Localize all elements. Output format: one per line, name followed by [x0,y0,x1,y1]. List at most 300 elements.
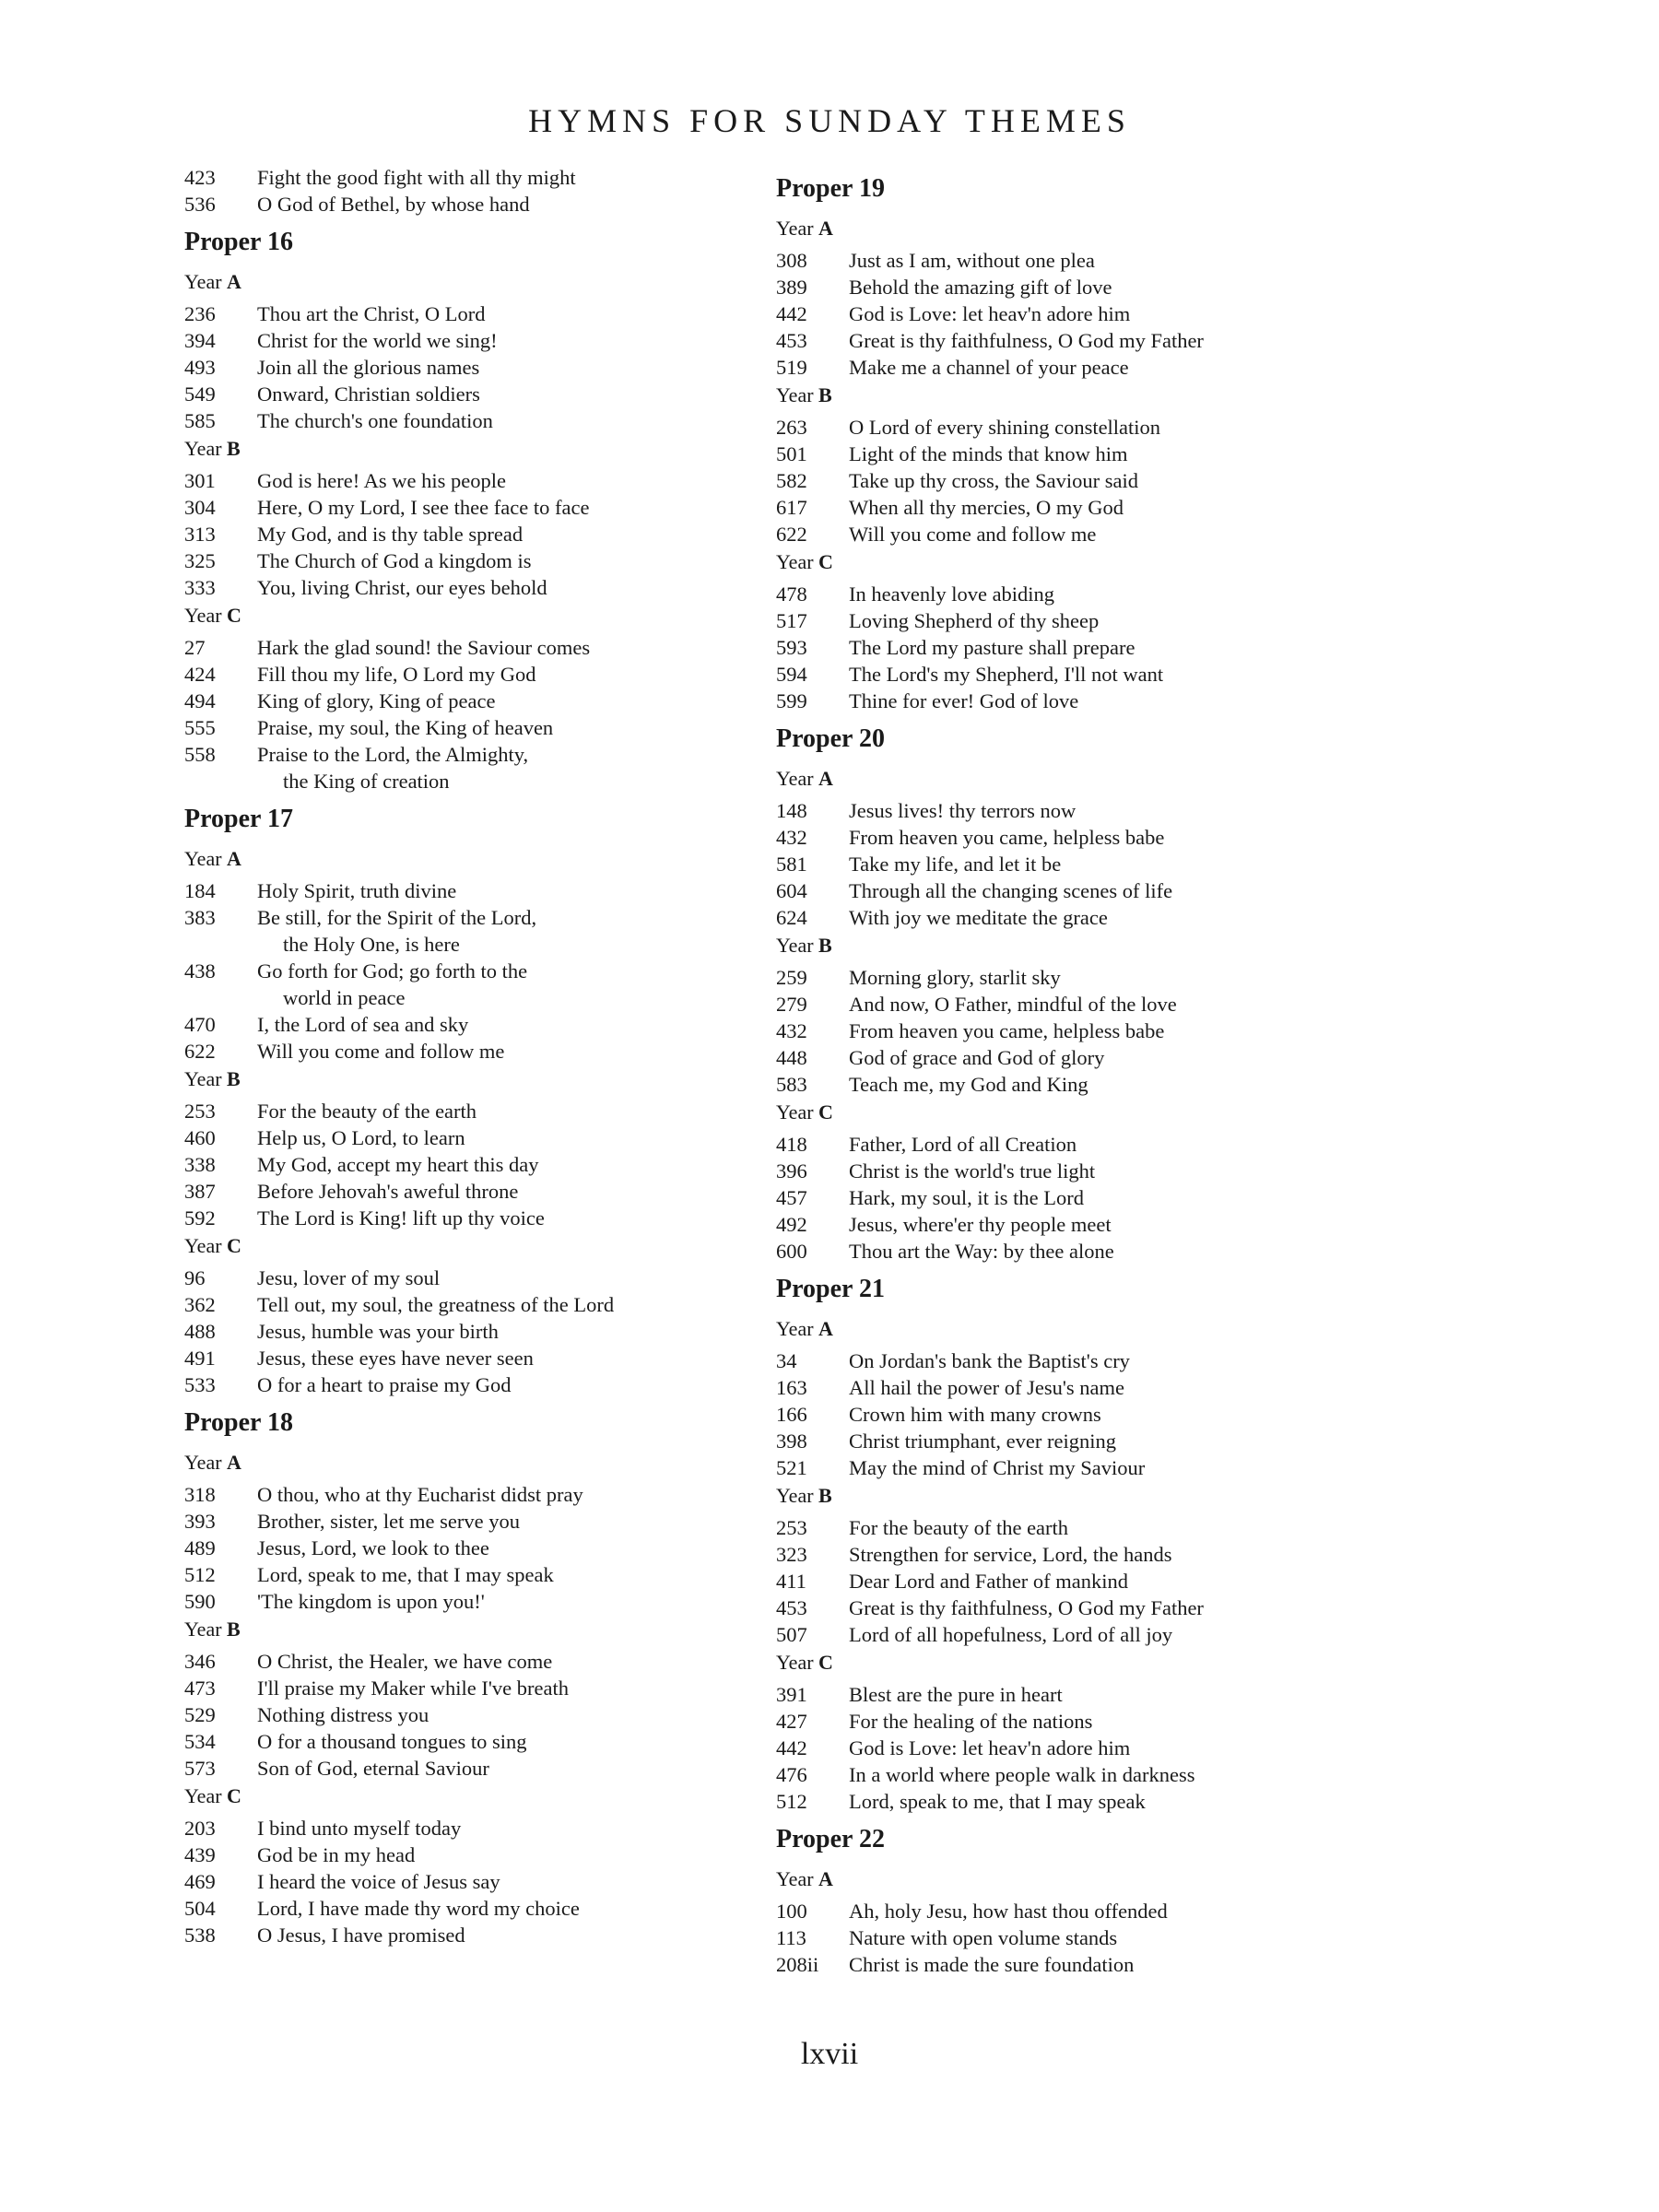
hymn-title: Christ for the world we sing! [257,329,498,352]
hymn-title: 'The kingdom is upon you!' [257,1590,485,1613]
hymn-entry [776,1951,1347,1978]
year-label [776,1100,1347,1125]
hymn-title: Thou art the Christ, O Lord [257,302,486,325]
hymn-number: 549 [184,382,216,406]
hymn-entry [776,1184,1347,1211]
hymn-entry [184,1151,756,1178]
year-label [776,216,1347,241]
year-label [184,1450,756,1476]
hymn-title: O God of Bethel, by whose hand [257,193,530,216]
year-letter: A [818,1867,833,1890]
hymn-number: 453 [776,1596,807,1619]
hymn-number: 478 [776,582,807,606]
hymn-number: 521 [776,1456,807,1479]
hymn-number: 346 [184,1650,216,1673]
hymn-number: 398 [776,1430,807,1453]
hymn-entry [776,1454,1347,1481]
hymn-entry [184,1561,756,1588]
year-letter: B [227,1618,241,1641]
hymn-number: 432 [776,1019,807,1042]
year-letter: C [227,1234,241,1257]
year-label [776,1866,1347,1892]
hymn-title: Praise, my soul, the King of heaven [257,716,554,739]
hymn-title: Fill thou my life, O Lord my God [257,663,536,686]
hymn-title: Lord, speak to me, that I may speak [849,1790,1146,1813]
hymn-title-continuation: the Holy One, is here [283,933,460,956]
hymn-number: 460 [184,1126,216,1149]
hymn-number: 203 [184,1817,216,1840]
year-letter: A [227,847,241,870]
hymn-title-continuation: the King of creation [283,770,450,793]
hymn-title: Christ triumphant, ever reigning [849,1430,1116,1453]
hymn-entry [184,958,756,1011]
hymn-title: Here, O my Lord, I see thee face to face [257,496,590,519]
year-label [776,933,1347,959]
hymn-title: Loving Shepherd of thy sheep [849,609,1100,632]
hymn-entry [776,1708,1347,1735]
hymn-title: I'll praise my Maker while I've breath [257,1677,569,1700]
hymn-number: 34 [776,1349,797,1372]
hymn-number: 423 [184,166,216,189]
hymn-title: Teach me, my God and King [849,1073,1088,1096]
hymn-entry [184,1038,756,1065]
hymn-entry [184,1011,756,1038]
hymn-title: From heaven you came, helpless babe [849,826,1165,849]
hymn-entry [184,1588,756,1615]
hymn-entry [184,1868,756,1895]
hymn-entry [184,1728,756,1755]
hymn-entry [184,1481,756,1508]
hymn-number: 442 [776,302,807,325]
hymn-title: May the mind of Christ my Saviour [849,1456,1146,1479]
hymn-number: 600 [776,1240,807,1263]
hymn-title: In heavenly love abiding [849,582,1055,606]
hymn-title: Join all the glorious names [257,356,480,379]
hymn-number: 323 [776,1543,807,1566]
hymn-entry [776,877,1347,904]
hymn-title: Christ is made the sure foundation [849,1953,1135,1976]
hymn-number: 599 [776,689,807,712]
hymn-title: Jesus lives! thy terrors now [849,799,1077,822]
hymn-title: Before Jehovah's aweful throne [257,1180,519,1203]
hymn-entry [776,300,1347,327]
hymn-entry [184,661,756,688]
year-label [184,1066,756,1092]
hymn-number: 476 [776,1763,807,1786]
hymn-title: Morning glory, starlit sky [849,966,1061,989]
hymn-number: 166 [776,1403,807,1426]
hymn-number: 581 [776,853,807,876]
hymn-title: Be still, for the Spirit of the Lord, [257,906,537,929]
year-prefix: Year [184,604,222,627]
hymn-number: 512 [776,1790,807,1813]
hymn-number: 259 [776,966,807,989]
hymn-title: Onward, Christian soldiers [257,382,480,406]
hymn-number: 489 [184,1536,216,1559]
hymn-number: 383 [184,906,216,929]
hymn-entry [184,1178,756,1205]
hymn-number: 590 [184,1590,216,1613]
hymn-entry [776,1681,1347,1708]
hymn-title: You, living Christ, our eyes behold [257,576,547,599]
hymn-entry [184,354,756,381]
hymn-title: On Jordan's bank the Baptist's cry [849,1349,1130,1372]
hymn-entry [184,1922,756,1948]
year-label [776,549,1347,575]
hymn-entry [776,494,1347,521]
hymn-entry [776,467,1347,494]
hymn-number: 263 [776,416,807,439]
hymn-title: Will you come and follow me [257,1040,505,1063]
hymn-title: Light of the minds that know him [849,442,1128,465]
hymn-entry [184,1345,756,1371]
hymn-title: In a world where people walk in darkness [849,1763,1195,1786]
year-prefix: Year [776,934,814,957]
hymn-title: Father, Lord of all Creation [849,1133,1077,1156]
hymn-number: 236 [184,302,216,325]
hymn-number: 470 [184,1013,216,1036]
hymn-title: Hark the glad sound! the Saviour comes [257,636,591,659]
hymn-entry [184,164,756,191]
hymn-entry [184,1205,756,1231]
hymn-number: 534 [184,1730,216,1753]
hymn-number: 301 [184,469,216,492]
hymn-number: 592 [184,1206,216,1230]
hymn-number: 622 [776,523,807,546]
hymn-entry [184,467,756,494]
hymn-title: My God, and is thy table spread [257,523,524,546]
hymn-entry [776,1514,1347,1541]
hymn-title: Jesus, these eyes have never seen [257,1347,534,1370]
hymn-entry [184,1648,756,1675]
year-prefix: Year [776,767,814,790]
hymn-title: Jesus, humble was your birth [257,1320,499,1343]
hymn-entry [776,661,1347,688]
right-column [776,164,1347,1978]
hymn-title: Son of God, eternal Saviour [257,1757,489,1780]
year-letter: C [818,1651,833,1674]
year-prefix: Year [776,1317,814,1340]
year-letter: B [818,383,832,406]
hymn-number: 448 [776,1046,807,1069]
hymn-number: 624 [776,906,807,929]
year-letter: A [818,767,833,790]
hymn-entry [184,688,756,714]
hymn-title: Make me a channel of your peace [849,356,1129,379]
hymn-title: Tell out, my soul, the greatness of the Lord [257,1293,615,1316]
year-prefix: Year [776,383,814,406]
year-letter: C [818,1100,833,1124]
hymn-entry [776,991,1347,1018]
hymn-entry [776,1018,1347,1044]
hymn-number: 453 [776,329,807,352]
hymn-number: 411 [776,1570,806,1593]
hymn-title: Lord, speak to me, that I may speak [257,1563,554,1586]
hymn-number: 96 [184,1266,206,1289]
hymn-title: God is Love: let heav'n adore him [849,302,1131,325]
hymn-title: Ah, holy Jesu, how hast thou offended [849,1900,1168,1923]
hymn-title: O for a thousand tongues to sing [257,1730,527,1753]
hymn-title: O Christ, the Healer, we have come [257,1650,553,1673]
hymn-title: The church's one foundation [257,409,493,432]
hymn-entry [776,1621,1347,1648]
hymn-number: 148 [776,799,807,822]
hymn-entry [776,851,1347,877]
hymn-title: Nothing distress you [257,1703,429,1726]
hymn-title-continuation: world in peace [283,986,406,1009]
hymn-entry [776,521,1347,547]
year-prefix: Year [184,1067,222,1090]
hymn-title: The Lord my pasture shall prepare [849,636,1135,659]
hymn-entry [776,441,1347,467]
year-label [776,1483,1347,1509]
hymn-title: Holy Spirit, truth divine [257,879,457,902]
hymn-number: 393 [184,1510,216,1533]
hymn-entry [776,1428,1347,1454]
hymn-title: Thine for ever! God of love [849,689,1079,712]
hymn-title: Just as I am, without one plea [849,249,1095,272]
hymn-title: Great is thy faithfulness, O God my Father [849,1596,1204,1619]
hymn-title: I heard the voice of Jesus say [257,1870,500,1893]
hymn-number: 504 [184,1897,216,1920]
hymn-number: 27 [184,636,206,659]
hymn-number: 533 [184,1373,216,1396]
hymn-number: 555 [184,716,216,739]
year-prefix: Year [776,1100,814,1124]
year-prefix: Year [776,550,814,573]
hymn-number: 438 [184,959,216,982]
hymn-number: 184 [184,879,216,902]
hymn-entry [776,797,1347,824]
proper-heading: Proper 22 [776,1825,885,1853]
hymn-title: Behold the amazing gift of love [849,276,1112,299]
hymn-number: 536 [184,193,216,216]
hymn-number: 418 [776,1133,807,1156]
hymn-number: 394 [184,329,216,352]
hymn-entry [776,824,1347,851]
year-letter: B [227,437,241,460]
hymn-entry [184,1535,756,1561]
hymn-title: The Lord's my Shepherd, I'll not want [849,663,1164,686]
hymn-number: 318 [184,1483,216,1506]
year-prefix: Year [184,1451,222,1474]
hymn-title: For the beauty of the earth [257,1100,477,1123]
hymn-entry [776,1788,1347,1815]
hymn-number: 529 [184,1703,216,1726]
hymn-number: 492 [776,1213,807,1236]
hymn-number: 439 [184,1843,216,1866]
hymn-number: 427 [776,1710,807,1733]
hymn-number: 457 [776,1186,807,1209]
hymn-entry [184,547,756,574]
hymn-title: Brother, sister, let me serve you [257,1510,520,1533]
hymn-number: 362 [184,1293,216,1316]
hymn-entry [776,1071,1347,1098]
year-label [776,1316,1347,1342]
hymn-entry [776,1541,1347,1568]
year-label [184,1233,756,1259]
hymn-number: 488 [184,1320,216,1343]
hymn-number: 391 [776,1683,807,1706]
hymn-number: 163 [776,1376,807,1399]
hymn-number: 617 [776,496,807,519]
hymn-number: 396 [776,1159,807,1182]
year-letter: C [227,1784,241,1807]
hymn-title: Jesus, Lord, we look to thee [257,1536,489,1559]
hymn-entry [184,1815,756,1841]
hymn-title: God be in my head [257,1843,416,1866]
year-letter: B [818,1484,832,1507]
hymn-entry [776,688,1347,714]
hymn-number: 622 [184,1040,216,1063]
hymn-title: Christ is the world's true light [849,1159,1096,1182]
hymn-title: Go forth for God; go forth to the [257,959,528,982]
year-letter: B [818,934,832,957]
year-letter: B [227,1067,241,1090]
proper-heading: Proper 18 [184,1408,293,1437]
hymn-entry [776,1924,1347,1951]
hymn-number: 389 [776,276,807,299]
left-column [184,164,756,1948]
hymn-number: 512 [184,1563,216,1586]
hymn-entry [776,607,1347,634]
year-prefix: Year [184,1618,222,1641]
hymn-title: For the healing of the nations [849,1710,1093,1733]
hymn-number: 253 [776,1516,807,1539]
hymn-entry [776,1735,1347,1761]
hymn-entry [184,877,756,904]
hymn-number: 338 [184,1153,216,1176]
hymn-entry [184,1098,756,1124]
hymn-entry [184,494,756,521]
hymn-title: Praise to the Lord, the Almighty, [257,743,529,766]
hymn-title: Jesu, lover of my soul [257,1266,441,1289]
hymn-title: Lord, I have made thy word my choice [257,1897,580,1920]
year-prefix: Year [776,1484,814,1507]
year-prefix: Year [184,1234,222,1257]
hymn-entry [776,904,1347,931]
proper-heading: Proper 16 [184,228,293,256]
hymn-entry [184,521,756,547]
hymn-title: My God, accept my heart this day [257,1153,539,1176]
proper-heading: Proper 21 [776,1275,885,1303]
hymn-entry [184,1841,756,1868]
hymn-title: O thou, who at thy Eucharist didst pray [257,1483,583,1506]
hymn-title: Jesus, where'er thy people meet [849,1213,1112,1236]
proper-heading: Proper 20 [776,724,885,753]
year-letter: C [227,604,241,627]
hymn-title: Lord of all hopefulness, Lord of all joy [849,1623,1173,1646]
proper-heading: Proper 17 [184,805,293,833]
hymn-title: O Lord of every shining constellation [849,416,1161,439]
page-header: HYMNS FOR SUNDAY THEMES [528,102,1131,139]
hymn-title: God is here! As we his people [257,469,506,492]
hymn-title: Hark, my soul, it is the Lord [849,1186,1084,1209]
hymn-number: 507 [776,1623,807,1646]
hymn-title: Will you come and follow me [849,523,1097,546]
hymn-entry [184,1371,756,1398]
hymn-title: Strengthen for service, Lord, the hands [849,1543,1172,1566]
year-label [184,1617,756,1642]
proper-heading: Proper 19 [776,174,885,203]
hymn-title: God of grace and God of glory [849,1046,1105,1069]
hymn-title: I bind unto myself today [257,1817,462,1840]
hymn-title: Dear Lord and Father of mankind [849,1570,1129,1593]
hymn-number: 333 [184,576,216,599]
hymn-title: Blest are the pure in heart [849,1683,1063,1706]
hymn-entry [776,1238,1347,1265]
hymn-number: 594 [776,663,807,686]
hymn-entry [184,1701,756,1728]
hymn-entry [776,1211,1347,1238]
hymn-number: 493 [184,356,216,379]
hymn-entry [184,1124,756,1151]
year-label [184,846,756,872]
year-letter: A [227,270,241,293]
page-number: lxvii [800,2037,859,2071]
year-prefix: Year [776,217,814,240]
year-label [776,766,1347,792]
hymn-number: 325 [184,549,216,572]
year-letter: A [818,1317,833,1340]
hymn-title: Take my life, and let it be [849,853,1062,876]
hymn-number: 558 [184,743,216,766]
hymn-entry [776,1568,1347,1594]
hymn-number: 593 [776,636,807,659]
hymn-entry [776,634,1347,661]
hymn-entry [184,741,756,794]
hymn-number: 208ii [776,1953,819,1976]
hymn-entry [776,1347,1347,1374]
hymn-entry [184,1318,756,1345]
hymn-entry [776,1898,1347,1924]
hymn-entry [184,1508,756,1535]
hymn-title: Great is thy faithfulness, O God my Father [849,329,1204,352]
hymn-number: 279 [776,993,807,1016]
hymn-entry [184,327,756,354]
hymn-number: 432 [776,826,807,849]
hymn-entry [184,574,756,601]
hymn-number: 100 [776,1900,807,1923]
hymn-entry [776,581,1347,607]
hymn-entry [184,381,756,407]
hymn-entry [776,1158,1347,1184]
hymn-title: God is Love: let heav'n adore him [849,1736,1131,1759]
hymn-number: 604 [776,879,807,902]
hymn-entry [184,714,756,741]
hymn-entry [184,407,756,434]
hymn-title: For the beauty of the earth [849,1516,1069,1539]
hymn-number: 583 [776,1073,807,1096]
year-prefix: Year [184,1784,222,1807]
hymn-number: 491 [184,1347,216,1370]
hymn-entry [776,1761,1347,1788]
hymn-number: 442 [776,1736,807,1759]
hymn-title: And now, O Father, mindful of the love [849,993,1177,1016]
hymn-title: Take up thy cross, the Saviour said [849,469,1138,492]
hymn-number: 304 [184,496,216,519]
hymn-title: Crown him with many crowns [849,1403,1101,1426]
hymn-number: 469 [184,1870,216,1893]
hymn-title: I, the Lord of sea and sky [257,1013,469,1036]
year-prefix: Year [776,1867,814,1890]
hymn-title: The Church of God a kingdom is [257,549,532,572]
hymn-title: Thou art the Way: by thee alone [849,1240,1114,1263]
hymn-number: 582 [776,469,807,492]
hymn-entry [184,1895,756,1922]
hymn-number: 313 [184,523,216,546]
hymn-entry [776,964,1347,991]
